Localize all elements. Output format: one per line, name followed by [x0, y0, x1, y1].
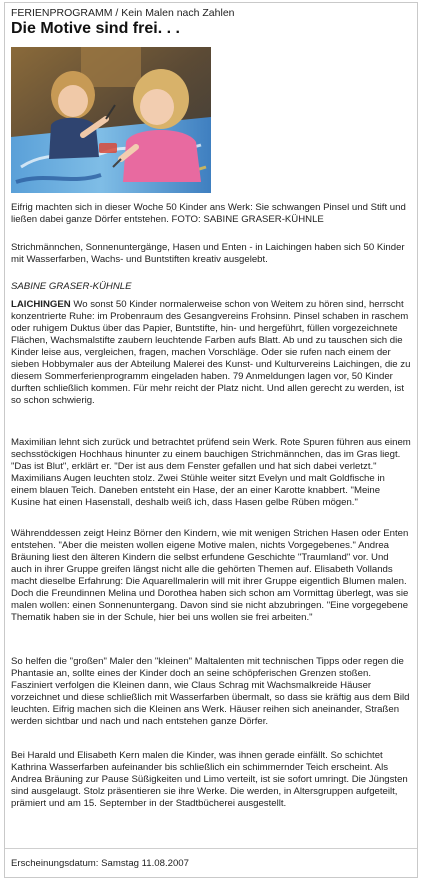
article-paragraph — [11, 299, 411, 407]
children-painting-photo — [11, 47, 211, 193]
publication-date: Erscheinungsdatum: Samstag 11.08.2007 — [11, 858, 189, 869]
photo-caption: Eifrig machten sich in dieser Woche 50 Kinder ans Werk: Sie schwangen Pinsel und Stift und ließen dabei ganze Dörfer entstehen. FOTO: SABINE GRASER-KÜHNLE — [11, 202, 406, 226]
article-dateline: LAICHINGEN — [11, 299, 71, 310]
article-author: SABINE GRASER-KÜHNLE — [11, 281, 132, 292]
article-paragraph: Maximilian lehnt sich zurück und betrachtet prüfend sein Werk. Rote Spuren führen aus einem sechsstöckigen Hochhaus hinunter zu einem bauchigen Strichmännchen, das im Gras liegt. "Das ist Blut", erklärt er. "Der ist aus dem Fenster gefallen und hat sich dabei verletzt." Maximilians Augen leuchten stolz. Zwei Stühle weiter sitzt Evelyn und malt Goldfische in einem blauen Teich. Daneben entsteht ein Hase, der an einer Karotte knabbert. "Meine Kusine hat einen Hasenstall, deshalb weiß ich, dass Hasen gelbe Rüben mögen." — [11, 437, 411, 509]
article-paragraph: Währenddessen zeigt Heinz Börner den Kindern, wie mit wenigen Strichen Hasen oder Enten entstehen. "Aber die meisten wollen eigene Motive malen, nichts Vorgegebenes." Andrea Bräuning liest den älteren Kindern die selbst erfundene Geschichte "Traumland" vor. Und auch in ihrer Gruppe greifen längst nicht alle die gehörten Themen auf. Elisabeth Vollands macht dieselbe Erfahrung: Die Aquarellmalerin will mit ihrer Gruppe eigentlich Blumen malen. Doch die Freundinnen Melina und Dorothea haben sich schon am Vormittag überlegt, was sie malen wollen: einen Sonnenuntergang. Davon sind sie nicht abzubringen. "Eine vorgegebene Thematik haben sie in der Schule, hier bei uns wollen sie frei arbeiten." — [11, 528, 409, 624]
article-lead: Strichmännchen, Sonnenuntergänge, Hasen und Enten - in Laichingen haben sich 50 Kinder mit Wasserfarben, Wachs- und Buntstiften kreativ ausgelebt. — [11, 242, 405, 266]
article-kicker: FERIENPROGRAMM / Kein Malen nach Zahlen — [11, 7, 235, 19]
article-paragraph: Bei Harald und Elisabeth Kern malen die Kinder, was ihnen gerade einfällt. So schichtet Kathrina Wasserfarben aufeinander bis schließlich ein schimmernder Teich erscheint. Als Andrea Bräuning zur Pause Süßigkeiten und Limo verteilt, ist sie sofort umringt. Die Jüngsten sind ausgelaugt. Stolz präsentieren sie ihre Werke. Die werden, in Altersgruppen aufgeteilt, prämiert und am 15. September in der Stadtbücherei ausgestellt. — [11, 750, 408, 810]
paragraph-text: Wo sonst 50 Kinder normalerweise schon von Weitem zu hören sind, herrscht konzentrierte Ruhe: im Probenraum des Gesangvereins Frohsinn. Pinsel schaben in raschem oder ruhigem Duktus über das Papier, Buntstifte, hin- und hergeführt, füllen vorgezeichnete Flächen, Wachsmalstifte zaubern leuchtende Farben aufs Blatt. Ab und zu tauschen sich die Kinder leise aus, vergleichen, fragen, machen Vorschläge. Oder sie rufen nach einem der sieben Hobbymaler aus der Abteilung Malerei des Kunst- und Kulturvereins Laichingen, die zu diesem Sommerferienprogramm eingeladen haben. 79 Anmeldungen lagen vor, 50 Kinder durften schließlich kommen. Für mehr reicht der Platz nicht. Und allen gerecht zu werden, ist so schon schwierig. — [11, 299, 411, 407]
article-paragraph: So helfen die "großen" Maler den "kleinen" Maltalenten mit technischen Tipps oder regen die Phantasie an, sollte eines der Kinder doch an seine schöpferischen Grenzen stoßen. Fasziniert verfolgen die Kleinen dann, wie Claus Schrag mit Wachsmalkreide Häuser vorzeichnet und diese schließlich mit Wasserfarben übermalt, so dass sie kräftig aus dem Bild leuchten. Eifrig machen sich die Kleinen ans Werk. Häuser reihen sich aneinander, Straßen werden sichtbar und nach und nach entstehen ganze Dörfer. — [11, 656, 410, 728]
article-photo — [11, 47, 211, 193]
footer-divider — [5, 848, 417, 849]
newspaper-clipping — [4, 2, 418, 878]
article-headline: Die Motive sind frei. . . — [11, 20, 180, 37]
